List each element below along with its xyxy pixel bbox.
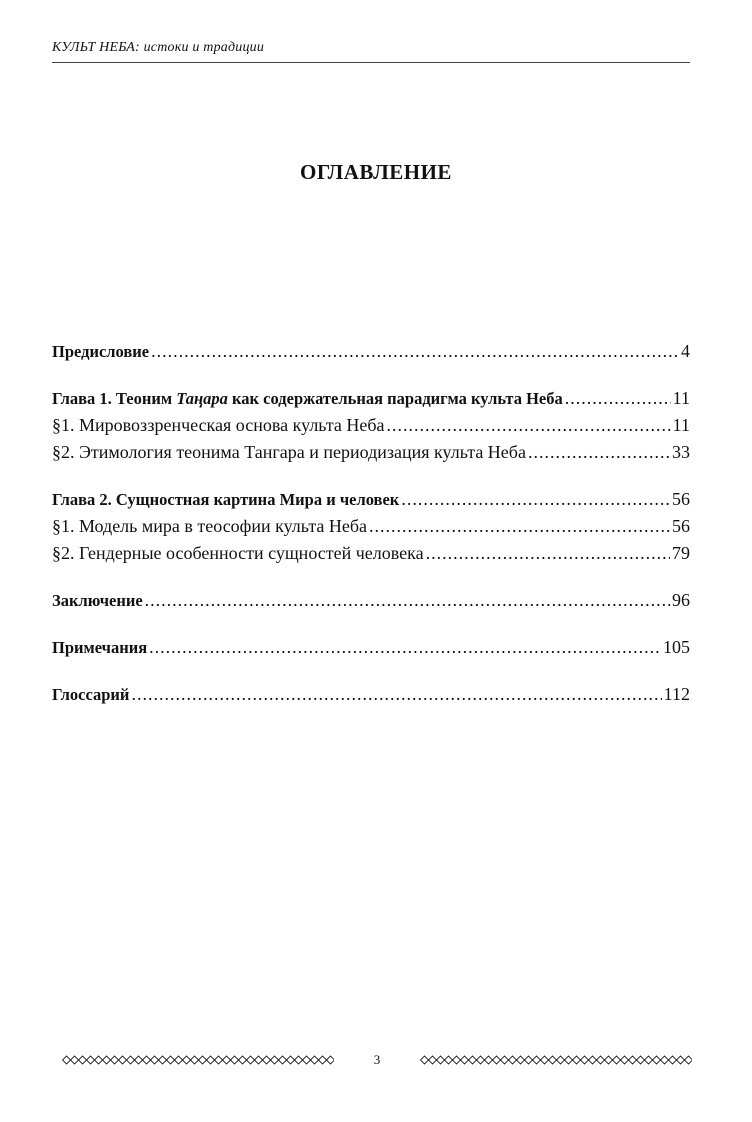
toc-entry-chapter-2-section-1[interactable] bbox=[52, 513, 690, 540]
toc-page-number: 105 bbox=[663, 637, 690, 657]
toc-entry-chapter-1-section-1[interactable] bbox=[52, 412, 690, 439]
toc-page-number: 33 bbox=[672, 442, 690, 462]
toc-group-preface bbox=[52, 338, 690, 365]
toc-entry-label: Заключение bbox=[52, 591, 143, 610]
toc-entry-preface[interactable] bbox=[52, 338, 690, 365]
toc-dot-leader bbox=[426, 540, 670, 567]
toc-entry-notes[interactable] bbox=[52, 634, 690, 661]
toc-dot-leader bbox=[151, 338, 679, 365]
toc-dot-leader bbox=[401, 486, 670, 513]
toc-entry-label: §1. Мировоззренческая основа культа Неба bbox=[52, 415, 385, 435]
toc-dot-leader bbox=[565, 385, 671, 412]
toc-entry-label: Глава 2. Сущностная картина Мира и человек bbox=[52, 490, 400, 509]
running-header: КУЛЬТ НЕБА: истоки и традиции bbox=[52, 40, 265, 55]
toc-entry-conclusion[interactable] bbox=[52, 587, 690, 614]
header-rule bbox=[52, 62, 690, 63]
toc-page-number: 11 bbox=[672, 415, 690, 435]
toc-entry-label: §2. Гендерные особенности сущностей человека bbox=[52, 543, 424, 563]
toc-entry-chapter-1-section-2[interactable] bbox=[52, 439, 690, 466]
toc-dot-leader bbox=[528, 439, 670, 466]
toc-page-number: 112 bbox=[663, 684, 690, 704]
toc-dot-leader bbox=[131, 681, 661, 708]
toc-page-number: 79 bbox=[672, 543, 690, 563]
toc-page-number: 4 bbox=[681, 341, 690, 361]
toc-group-notes bbox=[52, 634, 690, 661]
toc-dot-leader bbox=[369, 513, 670, 540]
page-number: 3 bbox=[373, 1052, 381, 1067]
toc-page-number: 96 bbox=[672, 590, 690, 610]
diamond-chain-ornament-left bbox=[62, 1055, 334, 1065]
toc-page-number: 56 bbox=[672, 489, 690, 509]
toc-group-chapter-2 bbox=[52, 486, 690, 567]
toc-group-chapter-1 bbox=[52, 385, 690, 466]
toc-entry-label-prefix: Глава 1. Теоним bbox=[52, 389, 177, 408]
toc-entry-label: Предисловие bbox=[52, 342, 150, 361]
table-of-contents bbox=[52, 338, 690, 728]
toc-group-glossary bbox=[52, 681, 690, 708]
toc-entry-chapter-2[interactable] bbox=[52, 486, 690, 513]
toc-dot-leader bbox=[387, 412, 671, 439]
toc-entry-label: §2. Этимология теонима Тангара и периодизация культа Неба bbox=[52, 442, 526, 462]
toc-entry-label: Глоссарий bbox=[52, 685, 130, 704]
toc-dot-leader bbox=[149, 634, 661, 661]
diamond-chain-ornament-right bbox=[420, 1055, 692, 1065]
toc-page-number: 56 bbox=[672, 516, 690, 536]
page-footer bbox=[62, 1050, 692, 1070]
diamond-chain bbox=[63, 1056, 335, 1064]
toc-entry-glossary[interactable] bbox=[52, 681, 690, 708]
toc-entry-label: §1. Модель мира в теософии культа Неба bbox=[52, 516, 368, 536]
toc-group-conclusion bbox=[52, 587, 690, 614]
toc-entry-label bbox=[52, 385, 563, 412]
toc-entry-chapter-1[interactable] bbox=[52, 385, 690, 412]
toc-entry-label-italic: Таңара bbox=[176, 389, 228, 408]
page-title: ОГЛАВЛЕНИЕ bbox=[300, 160, 452, 184]
toc-page-number: 11 bbox=[672, 388, 690, 408]
toc-entry-chapter-2-section-2[interactable] bbox=[52, 540, 690, 567]
toc-dot-leader bbox=[145, 587, 670, 614]
toc-entry-label-suffix: как содержательная парадигма культа Неба bbox=[227, 389, 563, 408]
toc-entry-label: Примечания bbox=[52, 638, 148, 657]
diamond-chain bbox=[421, 1056, 693, 1064]
